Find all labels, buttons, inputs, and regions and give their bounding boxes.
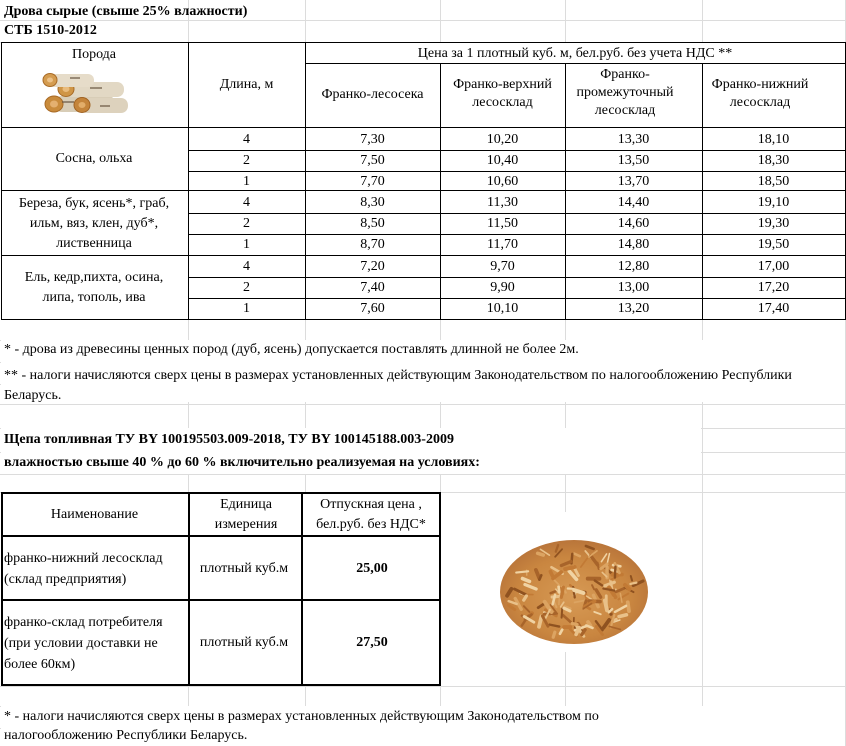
price-cell: 19,30 (757, 216, 790, 231)
price-cell: 14,40 (617, 195, 650, 210)
firewood-note-2: ** - налоги начисляются сверх цены в размерах установленных действующим Законодательством по налогообложению Республики Беларусь. (4, 368, 792, 403)
price-cell: 12,80 (617, 259, 650, 274)
price-cell: 9,70 (490, 259, 515, 274)
chips-header-unit: Единица измерения (214, 497, 278, 532)
header-col-2: Франко-верхний лесосклад (453, 77, 552, 110)
price-cell: 8,50 (360, 216, 385, 231)
price-cell: 10,20 (486, 132, 519, 147)
header-length: Длина, м (219, 77, 274, 92)
chips-row-1-price: 25,00 (356, 561, 388, 576)
price-cell: 7,60 (360, 301, 385, 316)
species-group-1: Сосна, ольха (55, 151, 133, 166)
price-cell: 14,80 (617, 237, 650, 252)
length-cell: 1 (243, 174, 250, 189)
price-cell: 13,20 (617, 301, 650, 316)
species-group-3: Ель, кедр,пихта, осина, липа, тополь, ива (24, 270, 164, 305)
header-col-4: Франко-нижний лесосклад (711, 77, 809, 110)
price-cell: 18,10 (757, 132, 790, 147)
price-cell: 18,50 (757, 174, 790, 189)
price-cell: 11,30 (487, 195, 518, 210)
chips-note: * - налоги начисляются сверх цены в размерах установленных действующим Законодательством по налогообложению Республики Беларусь. (4, 709, 599, 743)
price-cell: 7,50 (360, 153, 385, 168)
price-cell: 7,20 (360, 259, 385, 274)
price-cell: 8,70 (360, 237, 385, 252)
chips-title-line-1: Щепа топливная ТУ BY 100195503.009-2018, ТУ BY 100145188.003-2009 (4, 432, 454, 447)
chips-header-name: Наименование (50, 507, 139, 522)
firewood-title: Дрова сырые (свыше 25% влажности) (4, 4, 248, 19)
firewood-standard: СТБ 1510-2012 (4, 23, 97, 38)
price-cell: 17,20 (757, 280, 790, 295)
header-col-1: Франко-лесосека (321, 87, 424, 102)
length-cell: 2 (243, 153, 250, 168)
price-cell: 11,50 (487, 216, 518, 231)
length-cell: 2 (243, 280, 250, 295)
price-cell: 19,50 (757, 237, 790, 252)
chips-row-1-unit: плотный куб.м (199, 561, 289, 576)
header-species: Порода (71, 47, 117, 62)
chips-title-line-2: влажностью свыше 40 % до 60 % включительно реализуемая на условиях: (4, 455, 480, 470)
chips-row-1-name: франко-нижний лесосклад (склад предприятия) (4, 551, 163, 587)
length-cell: 4 (243, 259, 250, 274)
species-group-2: Береза, бук, ясень*, граб, ильм, вяз, клен, дуб*, лиственница (18, 196, 170, 251)
price-cell: 7,40 (360, 280, 385, 295)
firewood-logs-image (40, 66, 132, 120)
firewood-note-1: * - дрова из древесины ценных пород (дуб, ясень) допускается поставлять длинной не более 2м. (4, 342, 579, 357)
chips-row-2-name: франко-склад потребителя (при условии доставки не более 60км) (4, 615, 163, 672)
length-cell: 4 (243, 132, 250, 147)
header-price-group: Цена за 1 плотный куб. м, бел.руб. без учета НДС ** (417, 46, 733, 61)
length-cell: 4 (243, 195, 250, 210)
price-cell: 10,40 (486, 153, 519, 168)
price-cell: 7,30 (360, 132, 385, 147)
chips-row-2-price: 27,50 (356, 635, 388, 650)
price-cell: 13,70 (617, 174, 650, 189)
price-cell: 17,00 (757, 259, 790, 274)
price-cell: 19,10 (757, 195, 790, 210)
price-cell: 18,30 (757, 153, 790, 168)
length-cell: 1 (243, 237, 250, 252)
chips-header-price: Отпускная цена , бел.руб. без НДС* (316, 497, 426, 532)
price-cell: 8,30 (360, 195, 385, 210)
price-cell: 11,70 (487, 237, 518, 252)
price-cell: 9,90 (490, 280, 515, 295)
price-cell: 7,70 (360, 174, 385, 189)
price-cell: 13,00 (617, 280, 650, 295)
price-cell: 13,30 (617, 132, 650, 147)
chips-row-2-unit: плотный куб.м (199, 635, 289, 650)
price-cell: 13,50 (617, 153, 650, 168)
price-cell: 17,40 (757, 301, 790, 316)
header-col-3: Франко-промежуточный лесосклад (576, 67, 674, 118)
price-cell: 14,60 (617, 216, 650, 231)
price-cell: 10,60 (486, 174, 519, 189)
price-cell: 10,10 (486, 301, 519, 316)
length-cell: 1 (243, 301, 250, 316)
length-cell: 2 (243, 216, 250, 231)
wood-chips-pile-image (492, 514, 656, 650)
